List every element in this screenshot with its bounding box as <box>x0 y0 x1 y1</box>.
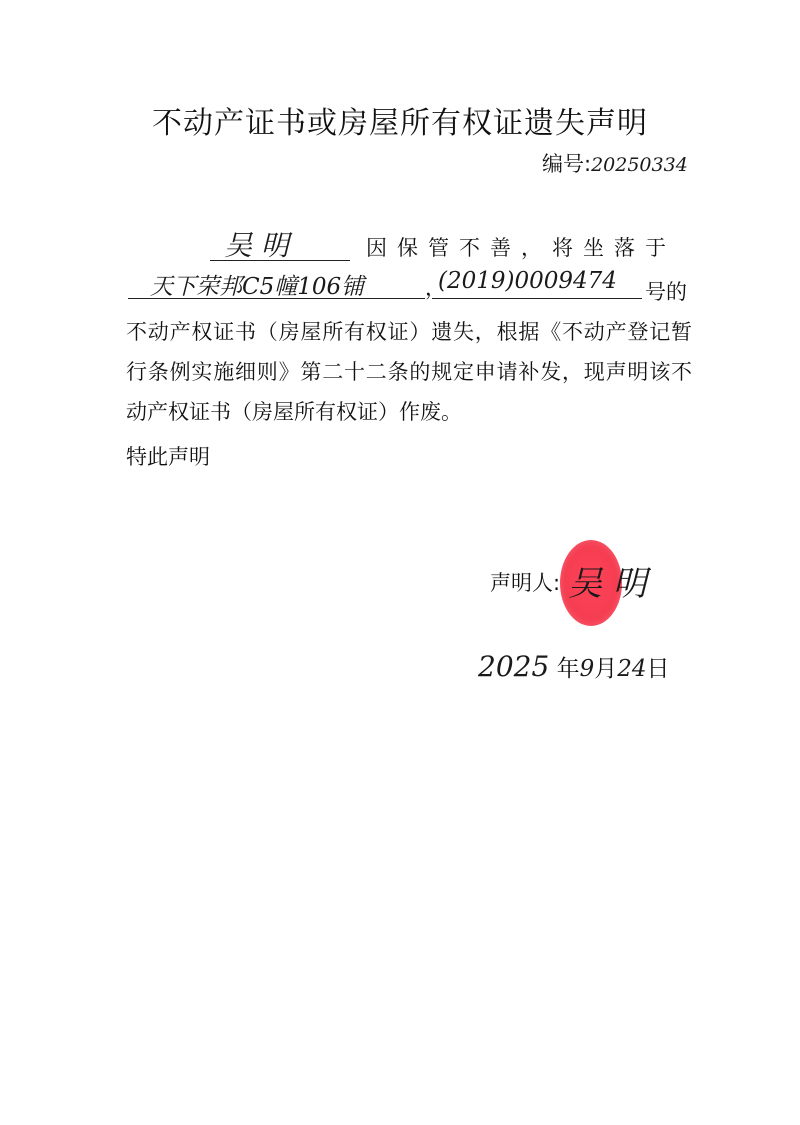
special-statement: 特此声明 <box>126 445 210 469</box>
name-underline <box>210 230 350 261</box>
hao-de-text: 号的 <box>645 280 687 304</box>
date-year-label: 年 <box>556 656 580 682</box>
date-day: 24 <box>617 656 647 682</box>
date-year: 2025 <box>478 650 550 683</box>
declarant-signature: 吴 明 <box>568 564 647 604</box>
serial-number <box>542 148 688 178</box>
cert-number-handwritten: (2019)0009474 <box>438 268 617 294</box>
statement-paragraph: 不动产权证书（房屋所有权证）遗失，根据《不动产登记暂行条例实施细则》第二十二条的规定申请补发，现声明该不动产权证书（房屋所有权证）作废。 <box>126 320 692 424</box>
date <box>478 650 670 683</box>
serial-label: 编号: <box>542 152 592 176</box>
document-title: 不动产证书或房屋所有权证遗失声明 <box>152 106 648 141</box>
serial-value: 20250334 <box>591 154 688 176</box>
statement-line-1 <box>0 230 800 270</box>
address-handwritten: 天下荣邦C5幢106铺 <box>150 274 365 300</box>
address-underline <box>128 270 425 299</box>
declarant-label: 声明人: <box>490 571 561 595</box>
comma: ， <box>425 276 446 300</box>
date-month: 9 <box>579 656 595 682</box>
lost-text: 因保管不善，将坐落于 <box>366 236 676 260</box>
cert-number-underline <box>432 270 642 299</box>
statement-line-2 <box>0 270 800 310</box>
date-day-label: 日 <box>646 656 670 682</box>
name-handwritten: 吴 明 <box>224 229 289 262</box>
date-month-label: 月 <box>594 656 618 682</box>
